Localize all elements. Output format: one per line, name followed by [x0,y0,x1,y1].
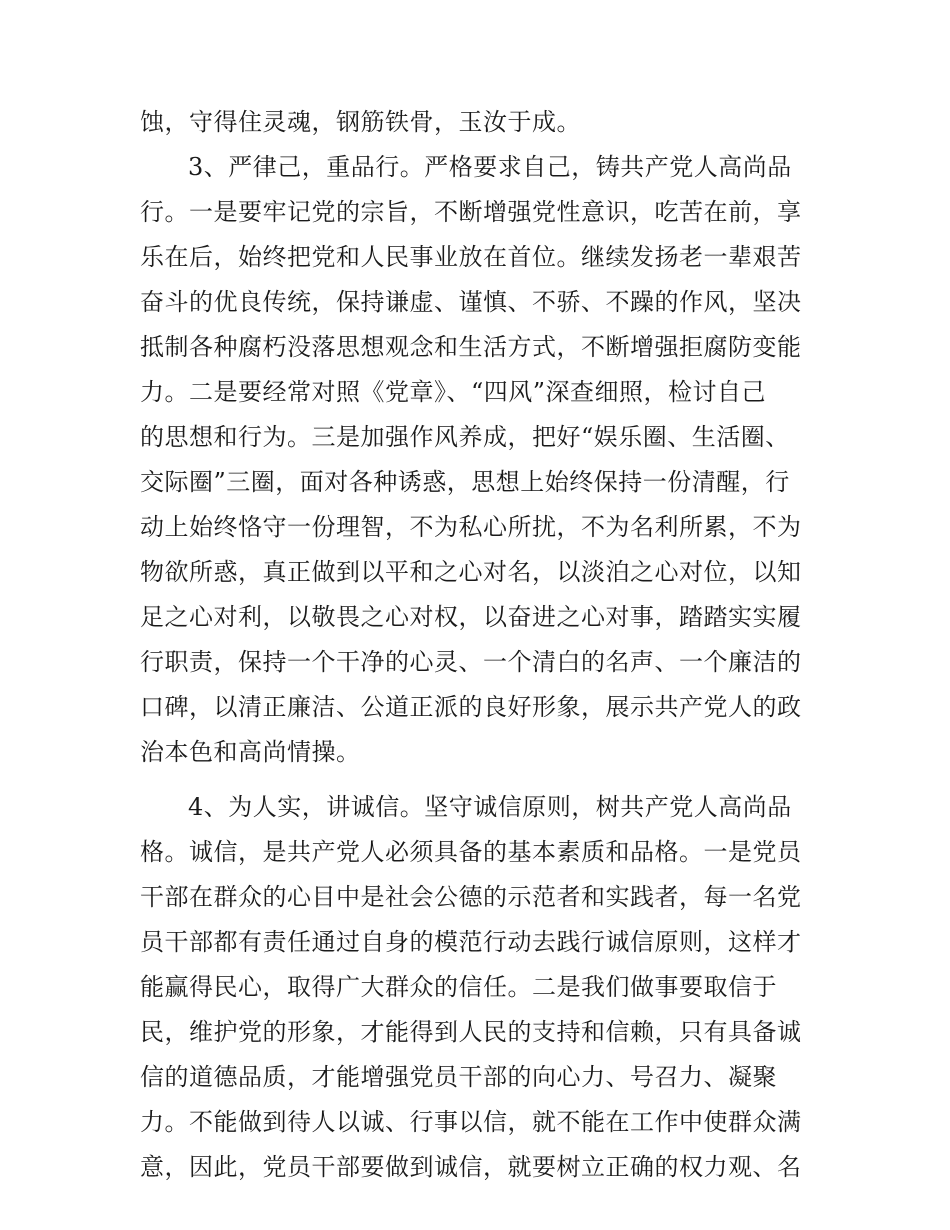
text-line: 乐在后，始终把党和人民事业放在首位。继续发扬老一辈艰苦 [140,243,802,271]
text-line: 动上始终恪守一份理智，不为私心所扰，不为名利所累，不为 [140,513,802,541]
text-line: 格。诚信，是共产党人必须具备的基本素质和品格。一是党员 [140,838,802,866]
text-line: 交际圈”三圈，面对各种诱惑，思想上始终保持一份清醒，行 [140,468,790,496]
text-line: 蚀，守得住灵魂，钢筋铁骨，玉汝于成。 [140,108,581,136]
text-line: 物欲所惑，真正做到以平和之心对名，以淡泊之心对位，以知 [140,558,802,586]
text-line: 信的道德品质，才能增强党员干部的向心力、号召力、凝聚 [140,1063,777,1091]
body-text [140,100,810,1190]
text-line: 力。二是要经常对照《党章》、“四风”深查细照，检讨自己 [140,378,767,406]
text-line: 民，维护党的形象，才能得到人民的支持和信赖，只有具备诚 [140,1018,802,1046]
text-line: 的思想和行为。三是加强作风养成，把好“娱乐圈、生活圈、 [140,423,790,451]
text-line: 力。不能做到待人以诚、行事以信，就不能在工作中使群众满 [140,1108,802,1136]
text-line: 行职责，保持一个干净的心灵、一个清白的名声、一个廉洁的 [140,648,802,676]
paragraph-start-line: 3、严律己，重品行。严格要求自己，铸共产党人高尚品 [188,153,792,181]
text-line: 奋斗的优良传统，保持谦虚、谨慎、不骄、不躁的作风，坚决 [140,288,802,316]
text-line: 口碑，以清正廉洁、公道正派的良好形象，展示共产党人的政 [140,693,802,721]
text-line: 员干部都有责任通过自身的模范行动去践行诚信原则，这样才 [140,928,802,956]
text-line: 足之心对利，以敬畏之心对权，以奋进之心对事，踏踏实实履 [140,603,802,631]
text-line: 抵制各种腐朽没落思想观念和生活方式，不断增强拒腐防变能 [140,333,802,361]
text-line: 能赢得民心，取得广大群众的信任。二是我们做事要取信于 [140,973,777,1001]
text-line: 干部在群众的心目中是社会公德的示范者和实践者，每一名党 [140,883,802,911]
text-line: 意，因此，党员干部要做到诚信，就要树立正确的权力观、名 [140,1153,802,1181]
text-line: 治本色和高尚情操。 [140,738,361,766]
text-line: 行。一是要牢记党的宗旨，不断增强党性意识，吃苦在前，享 [140,198,802,226]
paragraph-start-line: 4、为人实，讲诚信。坚守诚信原则，树共产党人高尚品 [188,793,792,821]
